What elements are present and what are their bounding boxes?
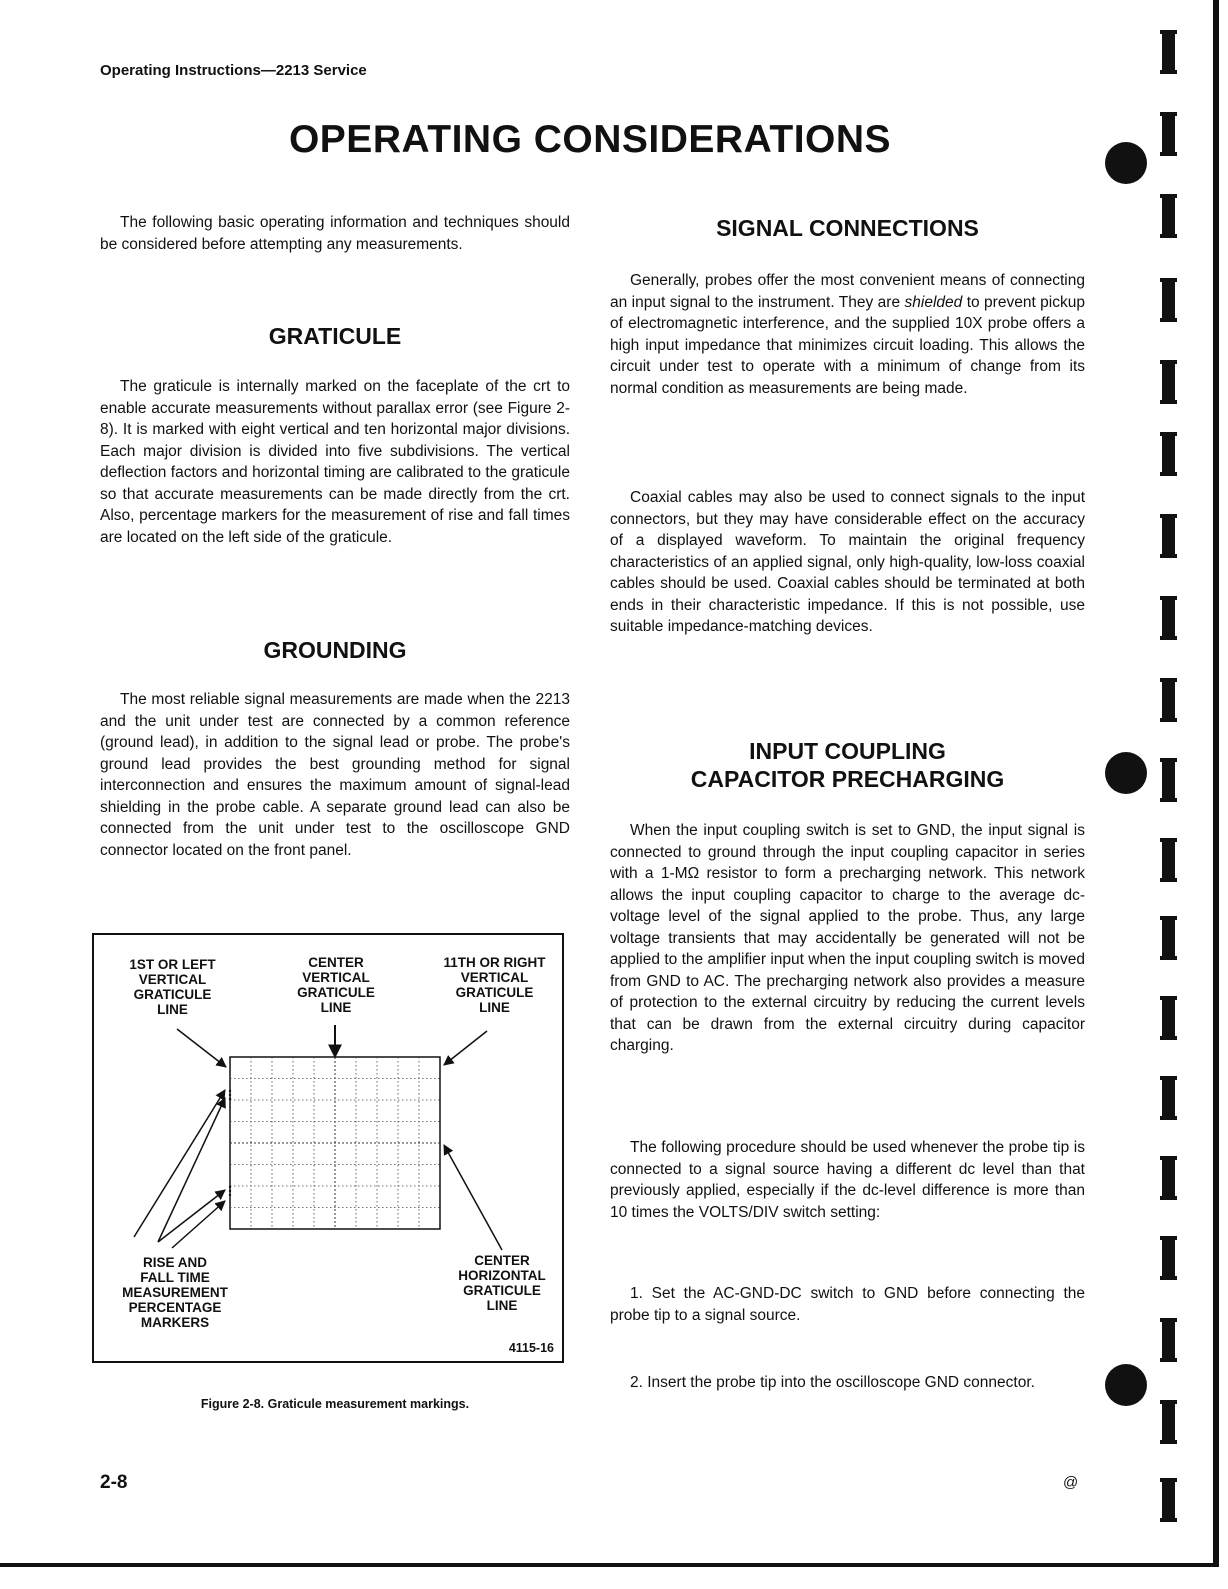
intro-paragraph: The following basic operating information and techniques should be considered before attempting any measurements. <box>100 214 570 253</box>
signal-section-p2 <box>610 487 1085 638</box>
graticule-diagram <box>94 935 562 1361</box>
binding-mark <box>1162 1478 1175 1522</box>
binding-mark <box>1162 112 1175 156</box>
binding-mark <box>1162 996 1175 1040</box>
label-right-vertical-line: 11TH OR RIGHT VERTICAL GRATICULE LINE <box>443 955 546 1015</box>
figure-2-8 <box>92 933 564 1363</box>
coupling-paragraph-2: The following procedure should be used whenever the probe tip is connected to a signal source having a different dc level than that previously applied, especially if the dc-level difference is more than 10 times the VOLTS/DIV switch setting: <box>610 1139 1085 1221</box>
graticule-paragraph: The graticule is internally marked on the faceplate of the crt to enable accurate measurements without parallax error (see Figure 2-8). It is marked with eight vertical and ten horizontal major divisions. Each major division is divided into five subdivisions. The vertical deflection factors and horizontal timing are calibrated to the graticule so that accurate measurements can be made directly from the crt. Also, percentage markers for the measurement of rise and fall times are located on the left side of the graticule. <box>100 378 570 546</box>
binding-mark <box>1162 678 1175 722</box>
running-head: Operating Instructions—2213 Service <box>100 62 367 79</box>
binding-mark <box>1162 838 1175 882</box>
binding-mark <box>1162 1076 1175 1120</box>
input-coupling-heading <box>610 737 1085 793</box>
punch-hole <box>1105 1364 1147 1406</box>
procedure-step-1 <box>610 1283 1085 1326</box>
copyright-mark: @ <box>1063 1474 1079 1491</box>
step-2-text: 2. Insert the probe tip into the oscilloscope GND connector. <box>630 1374 1035 1391</box>
step-1-text: 1. Set the AC-GND-DC switch to GND before connecting the probe tip to a signal source. <box>610 1285 1085 1324</box>
binding-mark <box>1162 278 1175 322</box>
signal-p1-part-b: to prevent pickup of electromagnetic interference, and the supplied 10X probe offers a high input impedance that minimizes circuit loading. This allows the circuit under test to operate with a minimum of change from its normal condition as measurements are being made. <box>610 293 1085 397</box>
grounding-paragraph: The most reliable signal measurements are made when the 2213 and the unit under test are connected by a common reference (ground lead), in addition to the signal lead or probe. The probe's ground lead provides the best grounding method for signal interconnection and ensures the maximum amount of signal-lead shielding in the probe cable. A separate ground lead can also be connected from the unit under test to the oscilloscope GND connector located on the front panel. <box>100 691 570 859</box>
page-edge-right <box>1213 0 1219 1566</box>
procedure-step-2 <box>610 1372 1085 1394</box>
binding-mark <box>1162 1156 1175 1200</box>
punch-hole <box>1105 142 1147 184</box>
binding-mark <box>1162 1400 1175 1444</box>
signal-connections-heading: SIGNAL CONNECTIONS <box>716 215 979 241</box>
figure-caption: Figure 2-8. Graticule measurement markings. <box>200 1397 470 1411</box>
input-coupling-heading-line-2: CAPACITOR PRECHARGING <box>690 766 1005 792</box>
page-number: 2-8 <box>100 1472 128 1493</box>
binding-mark <box>1162 360 1175 404</box>
graticule-section <box>100 376 570 548</box>
punch-hole <box>1105 752 1147 794</box>
signal-section-p1 <box>610 270 1085 399</box>
binding-mark <box>1162 916 1175 960</box>
signal-paragraph-2: Coaxial cables may also be used to connect signals to the input connectors, but they may have considerable effect on the accuracy of a displayed waveform. To maintain the original frequency characteristics of an applied signal, only high-quality, low-loss coaxial cables should be used. Coaxial cables should be terminated at both ends in their characteristic impedance. If this is not possible, use suitable impedance-matching devices. <box>610 489 1085 635</box>
binding-mark <box>1162 194 1175 238</box>
page-title: OPERATING CONSIDERATIONS <box>288 118 892 161</box>
signal-p1-emphasis: shielded <box>904 293 963 311</box>
grounding-section <box>100 689 570 861</box>
label-center-vertical-line: CENTER VERTICAL GRATICULE LINE <box>297 955 375 1015</box>
coupling-section-p2 <box>610 1137 1085 1223</box>
label-left-vertical-line: 1ST OR LEFT VERTICAL GRATICULE LINE <box>129 957 216 1017</box>
coupling-section-p1 <box>610 820 1085 1057</box>
figure-number: 4115-16 <box>508 1341 554 1355</box>
binding-mark <box>1162 30 1175 74</box>
label-center-horizontal-line: CENTER HORIZONTAL GRATICULE LINE <box>458 1253 546 1313</box>
signal-paragraph-1 <box>610 270 1085 399</box>
intro-section <box>100 212 570 255</box>
label-rise-fall-markers: RISE AND FALL TIME MEASUREMENT PERCENTAGE MARKERS <box>122 1255 228 1330</box>
binding-mark <box>1162 432 1175 476</box>
binding-mark <box>1162 514 1175 558</box>
grounding-heading: GROUNDING <box>263 637 407 663</box>
page-edge-bottom <box>0 1563 1219 1567</box>
binding-mark <box>1162 758 1175 802</box>
input-coupling-heading-line-1: INPUT COUPLING <box>749 738 946 764</box>
binding-mark <box>1162 1318 1175 1362</box>
signal-p1-part-a: Generally, probes offer the most convenient means of connecting an input signal to the instrument. They are <box>610 272 1085 311</box>
coupling-paragraph-1: When the input coupling switch is set to GND, the input signal is connected to ground through the input coupling capacitor in series with a 1-MΩ resistor to form a precharging network. This network allows the input coupling capacitor to charge to the average dc-voltage level of the signal applied to the probe. Thus, any large voltage transients that may accidentally be generated will not be applied to the amplifier input when the input coupling switch is moved from GND to AC. The precharging network also provides a measure of protection to the external circuitry by reducing the current levels that can be drawn from the external circuitry during capacitor charging. <box>610 822 1085 1054</box>
graticule-heading: GRATICULE <box>268 323 402 349</box>
binding-mark <box>1162 596 1175 640</box>
binding-mark <box>1162 1236 1175 1280</box>
